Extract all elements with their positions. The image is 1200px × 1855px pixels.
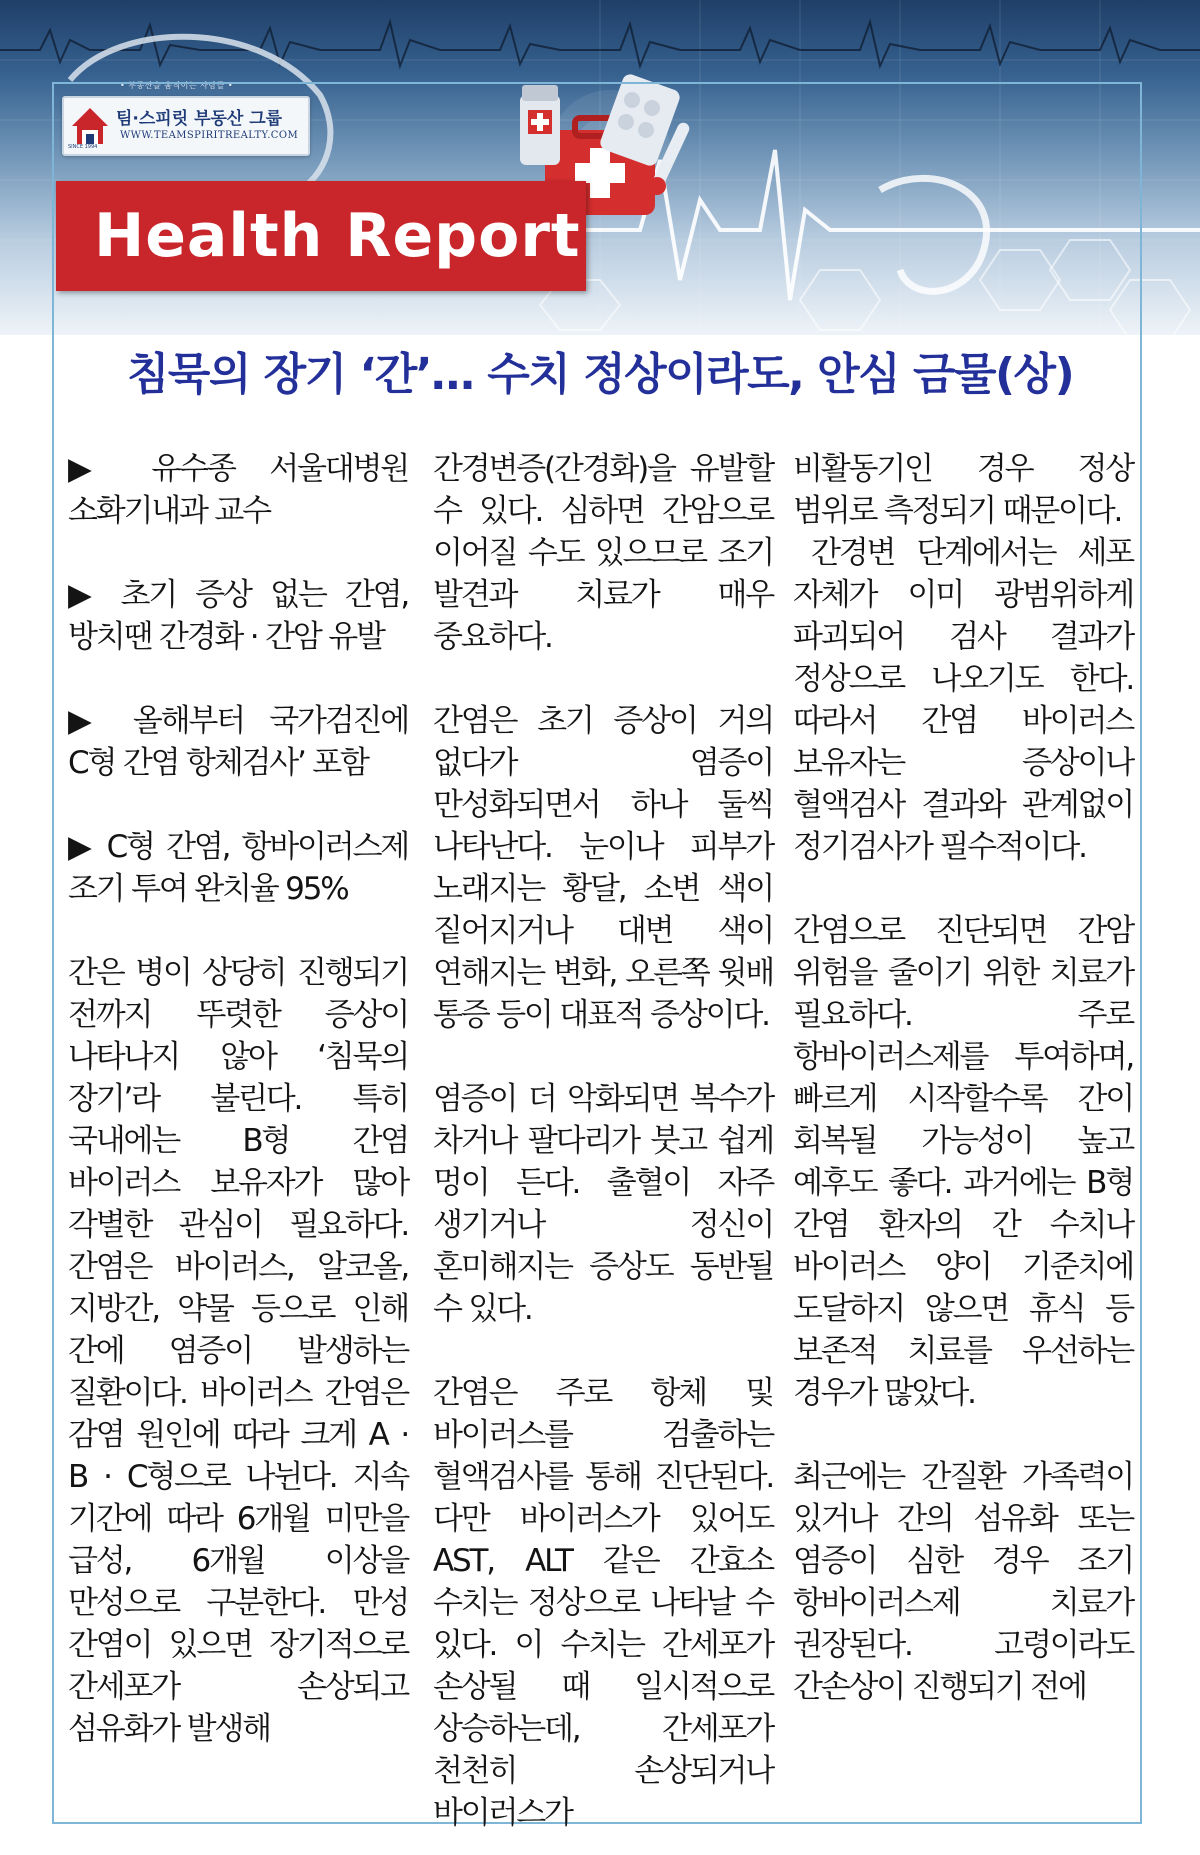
header-banner [0, 0, 1200, 335]
body-paragraph: 간경변 단계에서는 세포 자체가 이미 광범위하게 파괴되어 검사 결과가 정상으로 나오기도 한다. 따라서 간염 바이러스 보유자는 증상이나 혈액검사 결과와 관계없이 정기검사가 필수적이다. [793, 535, 1133, 865]
logo-since-badge: SINCE 1994 [68, 144, 98, 150]
house-logo-icon [70, 104, 110, 148]
article-column-1 [68, 448, 408, 1750]
main-heartbeat-line-icon [560, 150, 1200, 300]
article-column-3 [793, 448, 1133, 1708]
body-paragraph: 최근에는 간질환 가족력이 있거나 간의 섬유화 또는 염증이 심한 경우 조기 항바이러스제 치료가 권장된다. 고령이라도 간손상이 진행되기 전에 [793, 1459, 1133, 1705]
hexagon-pattern-icon [540, 240, 1190, 335]
logo-website-url[interactable]: WWW.TEAMSPIRITREALTY.COM [120, 130, 299, 141]
body-paragraph: 간염은 초기 증상이 거의 없다가 염증이 만성화되면서 하나 둘씩 나타난다. 눈이나 피부가 노래지는 황달, 소변 색이 짙어지거나 대변 색이 연해지는 변화, 오른쪽 윗배 통증 등이 대표적 증상이다. [433, 703, 773, 1033]
summary-bullet: ▶ 올해부터 국가검진에 C형 간염 항체검사’ 포함 [68, 703, 408, 781]
section-title-bar [56, 181, 586, 291]
summary-bullet: ▶ C형 간염, 항바이러스제 조기 투여 완치율 95% [68, 829, 408, 907]
body-paragraph: 염증이 더 악화되면 복수가 차거나 팔다리가 붓고 쉽게 멍이 든다. 출혈이 자주 생기거나 정신이 혼미해지는 증상도 동반될 수 있다. [433, 1081, 773, 1327]
body-paragraph: 간은 병이 상당히 진행되기 전까지 뚜렷한 증상이 나타나지 않아 ‘침묵의 장기’라 불린다. 특히 국내에는 B형 간염 바이러스 보유자가 많아 각별한 관심이 필요하다. 간염은 바이러스, 알코올, 지방간, 약물 등으로 인해 간에 염증이 발생하는 질환이다. 바이러스 간염은 감염 원인에 따라 크게 A · B · C형으로 나뉜다. 지속 기간에 따라 6개월 미만을 급성, 6개월 이상을 만성으로 구분한다. 만성 간염이 있으면 장기적으로 간세포가 손상되고 섬유화가 발생해 [68, 955, 408, 1747]
summary-bullet: ▶ 초기 증상 없는 간염, 방치땐 간경화 · 간암 유발 [68, 577, 408, 655]
byline-item: ▶ 유수종 서울대병원 소화기내과 교수 [68, 451, 408, 529]
body-paragraph: 간염으로 진단되면 간암 위험을 줄이기 위한 치료가 필요하다. 주로 항바이러스제를 투여하며, 빠르게 시작할수록 간이 회복될 가능성이 높고 예후도 좋다. 과거에는 B형 간염 환자의 간 수치나 바이러스 양이 기준치에 도달하지 않으면 휴식 등 보존적 치료를 우선하는 경우가 많았다. [793, 913, 1133, 1411]
logo-tagline: • 부동산을 움직이는 사람들 • [120, 81, 234, 90]
logo-company-name: 팀·스피릿 부동산 그룹 [116, 109, 283, 129]
company-logo[interactable] [62, 96, 310, 156]
body-paragraph: 비활동기인 경우 정상 범위로 측정되기 때문이다. [793, 451, 1133, 529]
body-paragraph: 간염은 주로 항체 및 바이러스를 검출하는 혈액검사를 통해 진단된다. 다만 바이러스가 있어도 AST, ALT 같은 간효소 수치는 정상으로 나타날 수 있다. 이 수치는 간세포가 손상될 때 일시적으로 상승하는데, 간세포가 천천히 손상되거나 바이러스가 [433, 1375, 773, 1831]
article-column-2 [433, 448, 773, 1834]
body-paragraph: 간경변증(간경화)을 유발할 수 있다. 심하면 간암으로 이어질 수도 있으므로 조기 발견과 치료가 매우 중요하다. [433, 451, 773, 655]
medicine-bottle-icon [520, 85, 560, 165]
article-headline: 침묵의 장기 ‘간’… 수치 정상이라도, 안심 금물(상) [126, 349, 1074, 400]
section-title: Health Report [94, 201, 581, 271]
article-body [68, 448, 1133, 1831]
